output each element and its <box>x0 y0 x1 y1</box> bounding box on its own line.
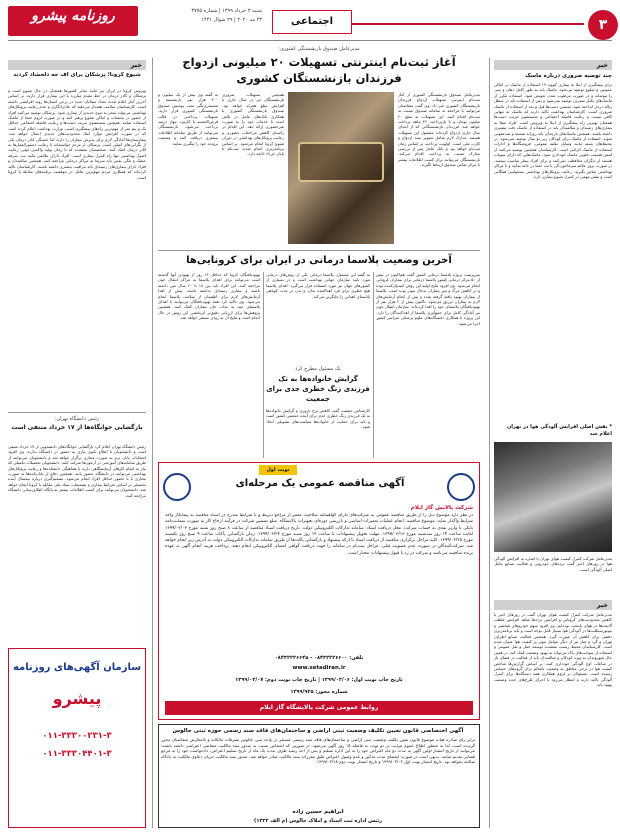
tender-website[interactable]: www.setadiran.ir <box>292 665 346 671</box>
sub-headline: گرایش خانواده‌ها به تک فرزندی زنگ خطری جدی برای جمعیت <box>266 375 370 403</box>
tender-ad <box>158 462 480 720</box>
sub-kicker: یک مسئول مطرح کرد <box>295 366 341 372</box>
right-column-body-3: مدیرعامل شرکت کنترل کیفیت هوای تهران گفت در روزهای اخیر با کاهش محدودیت‌های کرونایی و افزایش ترددها شاهد افزایش غلظت آلاینده‌ها در هوای پایتخت بوده‌ایم. وی افزود سهم خودروهای شخصی و موتورسیکلت‌ها در آلودگی هوا بسیار قابل توجه است و باید برنامه‌ریزی دقیقی برای کاهش آن صورت گیرد. همچنین فعالیت صنایع اطراف تهران و گرد و غبار نیز از دیگر عوامل موثر بر کیفیت هوا عنوان شده است. کارشناسان محیط زیست معتقدند توسعه حمل و نقل عمومی و استفاده از سوخت‌های پاک می‌تواند به بهبود وضعیت کمک کند. در همین حال شهروندان به ویژه کودکان و سالمندان باید از فعالیت در فضای باز در ساعات اوج آلودگی خودداری کنند. بر اساس گزارش‌ها شاخص کیفیت هوا در برخی مناطق به وضعیت ناسالم برای گروه‌های حساس رسیده است. مسئولان بر لزوم همکاری همه دستگاه‌ها برای کنترل آلودگی تاکید دارند و انتظار می‌رود با اجرای طرح‌های جدید وضعیت بهبود یابد. <box>494 612 612 688</box>
issue-line: شنبه ۳ خرداد ۱۳۹۹ | شماره ۴۷۷۵ <box>191 8 262 14</box>
tender-logo-left <box>163 473 191 501</box>
tender-dates: تاریخ چاپ نوبت اول: ۱۳۹۹/۰۳/۰۶ | تاریخ چاپ نوبت دوم: ۱۳۹۹/۰۳/۰۷ <box>235 677 403 683</box>
ads-box-title: سازمان آگهی‌های روزنامه <box>12 662 142 673</box>
tender-footer: روابط عمومی شرکت پالایشگاه گاز ایلام <box>165 701 473 715</box>
left-column-body: ویروس کرونا در ایران نیز مانند سایر کشورها همچنان در حال شیوع است و پزشکان و کادر درمان در خط مقدم مبارزه با این بیماری قرار دارند. بر اساس آخرین آمار اعلام شده، تعداد مبتلایان جدید در برخی استان‌ها روند افزایشی داشته است. کارشناسان سلامت هشدار می‌دهند که عادی‌انگاری و عدم رعایت پروتکل‌های بهداشتی می‌تواند منجر به موج جدیدی از بیماری شود. پزشکان توصیه می‌کنند افراد از حضور در تجمعات و اماکن شلوغ پرهیز کنند و در صورت لزوم حتما از ماسک استفاده نمایند. همچنین شستشوی مرتب دست‌ها و رعایت فاصله اجتماعی حداقل یک و نیم متر از مهم‌ترین راه‌های پیشگیری است. وزارت بهداشت اعلام کرده است که در صورت افزایش موارد ابتلا، محدودیت‌های جدیدی اعمال خواهد شد. بیمارستان‌ها آمادگی لازم برای پذیرش بیماران را دارند اما خستگی کادر درمان یکی از نگرانی‌های اصلی است. پزشکان از مردم خواسته‌اند با رعایت دستورالعمل‌ها به کادر درمان کمک کنند. متخصصان معتقدند که تا زمان تولید واکسن مؤثر، رعایت اصول بهداشتی تنها راه کنترل بیماری است. افراد دارای علائمی مانند تب، سرفه خشک و تنگی نفس باید سریعا به مراکز درمانی مراجعه کنند. همچنین سالمندان و افراد دارای بیماری‌های زمینه‌ای باید مراقبت بیشتری داشته باشند. کارشناسان تاکید کرده‌اند که همکاری مردم مهم‌ترین عامل در موفقیت برنامه‌های مقابله با کرونا است. <box>8 88 146 180</box>
section-title: اجتماعی <box>272 10 352 34</box>
tender-permit: شماره مجوز: ۱۳۹۹/۹۲۵ <box>290 689 348 695</box>
story-col-sep-2 <box>263 272 264 458</box>
sub-body: کارشناس جمعیت گفت کاهش نرخ باروری و گرایش خانواده‌ها به تک فرزندی زنگ خطری جدی برای آینده جمعیتی کشور است و باید برای حمایت از خانواده‌ها سیاست‌های تشویقی اتخاذ شود. <box>266 408 370 430</box>
logo-text: روزنامه پیشرو <box>31 8 115 24</box>
city-photo <box>494 442 612 552</box>
ads-box-brand: پیشرو <box>52 689 102 708</box>
left-column-headline: شیوع کرونا؛ پزشکان برای اف جه دلخشاد کردند <box>13 72 141 78</box>
tender-body: در نظر دارد موضوع ذیل را از طریق مناقصه عمومی به شرکت‌های دارای گواهینامه صلاحیت معتبر از مراجع ذیربط و با شرایط مندرج در اسناد مناقصه به پیمانکار واجد شرایط واگذار نماید. موضوع مناقصه: انجام عملیات تعمیرات اساسی و بازرسی دوره‌ای تجهیزات پالایشگاه. مبلغ تضمین شرکت در فرآیند ارجاع کار به صورت ضمانت‌نامه بانکی یا واریز نقدی به حساب شرکت. محل دریافت اسناد: سامانه تدارکات الکترونیکی دولت. تاریخ دریافت اسناد مناقصه از ساعت ۸ صبح روز شنبه مورخ ۱۳۹۹/۰۳/۰۳ لغایت ساعت ۱۴ روز سه‌شنبه مورخ ۱۳۹۹/۰۳/۱۳. مهلت تحویل پیشنهادات تا ساعت ۱۴ روز شنبه مورخ ۱۳۹۹/۰۳/۲۴. زمان بازگشایی پاکات ساعت ۹ صبح روز یکشنبه مورخ ۱۳۹۹/۰۳/۲۵. کلیه مراحل برگزاری مناقصه از دریافت اسناد تا ارائه پیشنهاد و بازگشایی پاکت‌ها از طریق سامانه تدارکات الکترونیکی دولت به آدرس زیر انجام خواهد شد. شرکت‌کنندگان در صورت عدم عضویت قبلی، مراحل ثبت‌نام در سامانه را جهت دریافت گواهی امضای الکترونیکی انجام دهند. پرداخت هزینه انجام آگهی به عهده برنده مناقصه می‌باشد و شرکت در رد یا قبول پیشنهادات مختار است. <box>165 513 473 556</box>
issue-info <box>142 7 262 25</box>
right-column-caption: * نقش اصلی افزایش آلودگی هوا در تهران اعلام شد <box>506 424 612 437</box>
main-body-3: به گفته وی بیش از یک میلیون و ۴۰۰ هزار نفر بازنشسته و مستمری‌بگیر تحت پوشش صندوق بازنشستگی کشوری قرار دارند. تسهیلات پرداختی در قالب قرض‌الحسنه با کارمزد چهار درصد پرداخت می‌شود. بازنشستگان می‌توانند از طریق سامانه اطلاعات بیشتری دریافت کنند و وضعیت پرونده خود را پیگیری نمایند. <box>158 92 218 146</box>
left-column-body-2: رئیس دانشگاه تهران اعلام کرد بازگشایی خوابگاه‌های دانشجویی از ۱۷ خرداد منتفی است و دانشجویان تا اطلاع ثانوی نیازی به حضور در دانشگاه ندارند. وی افزود امتحانات پایان ترم به صورت مجازی برگزار خواهد شد و دانشجویان می‌توانند از طریق سامانه‌های آموزشی در آزمون‌ها شرکت کنند. دانشجویان تحصیلات تکمیلی که نیاز به انجام کارهای آزمایشگاهی دارند با هماهنگی دانشکده‌ها و رعایت پروتکل‌های بهداشتی می‌توانند در دانشگاه حضور یابند. همچنین دفاع از پایان‌نامه‌ها به صورت مجازی یا با حضور حداقل افراد انجام می‌شود. تصمیم‌گیری درباره نیمسال آینده تحصیلی بر اساس شرایط بیماری و تصمیمات ستاد ملی مقابله با کرونا انجام خواهد شد. دانشجویان می‌توانند برای کسب اطلاعات بیشتر به پایگاه اطلاع‌رسانی دانشگاه مراجعه کنند. <box>8 444 146 498</box>
notice-body: برابر رای صادره هیات موضوع قانون تعیین تکلیف وضعیت ثبتی اراضی و ساختمان‌های فاقد سند رسمی مستقر در واحد ثبتی جالوس تصرفات مالکانه و بلامعارض متقاضیان محرز گردیده است. لذا به منظور اطلاع عموم مراتب در دو نوبت به فاصله ۱۵ روز آگهی می‌شود. در صورتی که اشخاص نسبت به صدور سند مالکیت متقاضی اعتراضی داشته باشند، می‌توانند از تاریخ انتشار اولین آگهی به مدت دو ماه اعتراض خود را به این اداره تسلیم و پس از اخذ رسید ظرف مدت یک ماه از تاریخ تسلیم اعتراض، دادخواست خود را به مرجع قضایی تقدیم نمایند. بدیهی است در صورت انقضای مدت مذکور و عدم وصول اعتراض طبق مقررات سند مالکیت صادر خواهد شد. صدور سند مالکیت جریان دعاوی مالکیت به دادگاه صالحه نخواهد بود. تاریخ انتشار نوبت اول ۱۳۹۹/۰۳/۰۳ و تاریخ انتشار نوبت دوم ۱۳۹۹/۰۳/۱۸. <box>161 737 475 765</box>
right-column-headline: چند توصیه ضروری درباره ماسک <box>525 73 612 79</box>
sub-story-box <box>266 366 370 458</box>
masthead-rule <box>334 23 584 25</box>
second-body-2: به گفته این مسئول، پلاسما درمانی یکی از روش‌های درمانی مورد تایید سازمان جهانی بهداشت است و در بسیاری از کشورهای جهان نیز مورد استفاده قرار می‌گیرد. اهدای پلاسما هیچ خطری برای فرد اهداکننده ندارد و بدن در مدت کوتاهی پلاسمای اهدایی را جایگزین می‌کند. <box>266 272 370 299</box>
header-rule <box>8 40 612 41</box>
tender-logo-right <box>447 473 475 501</box>
main-headline: آغاز ثبت‌نام اینترنتی تسهیلات ۲۰ میلیونی ازدواج فرزندان بازنشستگان کشوری <box>182 55 456 85</box>
notice-signature-role: رئیس اداره ثبت اسناد و املاک جالوس (م الف ۱۳۲۲) <box>254 818 382 824</box>
second-story-rule <box>158 250 480 251</box>
right-column-header: خبر <box>494 60 612 70</box>
right-column-body: برای پیشگیری از ابتلا به بیماری کووید ۱۹ استفاده از ماسک در اماکن عمومی و شلوغ توصیه می‌شود. ماسک باید به طور کامل دهان و بینی را بپوشاند و در صورت مرطوب شدن تعویض شود. استفاده مکرر از ماسک‌های یکبار مصرف توصیه نمی‌شود و پس از استفاده باید در سطل زباله دردار انداخته شود. شستن دست‌ها قبل و بعد از استفاده از ماسک ضروری است. کارشناسان بهداشت تاکید دارند که ماسک به تنهایی کافی نیست و رعایت فاصله اجتماعی و شستشوی مرتب دست‌ها همچنان بهترین راه پیشگیری از ابتلا به ویروس است. افراد مبتلا به بیماری‌های زمینه‌ای و سالمندان باید در استفاده از ماسک دقت بیشتری داشته باشند. همچنین ماسک‌های پارچه‌ای باید روزانه شسته و ضدعفونی شوند. استفاده از ماسک برای کودکان زیر دو سال توصیه نمی‌شود. در محیط‌های بسته مانند وسایل نقلیه عمومی، فروشگاه‌ها و ادارات استفاده از ماسک الزامی است. کارشناسان همچنین توصیه می‌کنند از لمس قسمت جلویی ماسک خودداری شود. ماسک‌هایی که دارای سوپاپ هستند از دیگران محافظت نمی‌کنند و برای افراد بیمار مناسب نیستند. در صورت بروز علائم سرماخوردگی یا تب حتما در خانه بمانید و با مراکز بهداشتی تماس بگیرید. رعایت پروتکل‌های بهداشتی مسئولیتی همگانی است و نقش مهمی در کنترل شیوع بیماری دارد. <box>494 82 612 179</box>
second-headline: آخرین وضعیت پلاسما درمانی در ایران برای کرونایی‌ها <box>186 255 452 266</box>
column-separator <box>489 58 490 828</box>
tender-title: آگهی مناقصه عمومی یک مرحله‌ای <box>235 478 405 489</box>
right-column-body-2: مدیرعامل شرکت کنترل کیفیت هوای تهران با اشاره به افزایش آلودگی هوا در روزهای اخیر گفت ترددهای خودرویی و فعالیت صنایع عامل اصلی آلودگی است. <box>494 556 612 572</box>
sign-board <box>298 142 384 182</box>
tender-badge: نوبت اول <box>259 465 297 475</box>
second-body-1: سرپرست پروژه پلاسما درمانی کشور گفت هم‌اکنون در بیش از ۵۰ مرکز درمانی کشور پلاسما درمانی برای بیماران کرونایی انجام می‌شود. وی افزود نتایج اولیه این روش امیدوارکننده بوده و در کاهش مرگ و میر بیماران بدحال موثر بوده است. پلاسما از بیماران بهبود یافته گرفته شده و پس از انجام آزمایش‌های لازم به بیماران تزریق می‌شود. تاکنون بیش از ۲ هزار نفر از بهبودیافتگان پلاسمای خود را اهدا کرده‌اند. سازمان انتقال خون نیز آمادگی کامل برای جمع‌آوری پلاسما از اهداکنندگان را دارد. این پروژه با همکاری دانشگاه‌های علوم پزشکی سراسر کشور اجرا می‌شود. <box>376 272 480 326</box>
main-kicker: مدیرعامل صندوق بازنشستگی کشوری: <box>278 46 360 52</box>
notice-signature: ابراهیم حسین زاده <box>292 809 344 815</box>
notice-ad <box>158 724 480 828</box>
left-sub-title: رئیس دانشگاه تهران: <box>54 416 100 422</box>
main-story-photo <box>288 92 394 244</box>
left-column-rule <box>8 412 146 413</box>
date-line: ۲۳ مه ۲۰۲۰ | ۲۹ شوال ۱۴۴۱ <box>201 17 262 23</box>
second-body-3: بهبودیافتگان کرونا که حداقل ۱۴ روز از بهبودی آنها گذشته است می‌توانند برای اهدای پلاسما به مراکز انتقال خون مراجعه کنند. این افراد باید بین ۱۸ تا ۶۰ سال سن داشته باشند و بیماری زمینه‌ای نداشته باشند. پیش از اهدا آزمایش‌های لازم برای اطمینان از سلامت پلاسما انجام می‌شود. وی تاکید کرد همه بهبودیافتگان می‌توانند با اهدای پلاسمای خود به نجات جان بیماران کمک کنند. همچنین پژوهش‌ها برای ارزیابی دقیق‌تر اثربخشی این روش در حال انجام است و نتایج آن به زودی منتشر خواهد شد. <box>158 272 260 321</box>
ads-box-phone-1: ۰۱۱-۳۳۳۰۰۲۳۱-۳ <box>42 731 112 741</box>
notice-title: آگهی اختصاصی قانون تعیین تکلیف وضعیت ثبتی اراضی و ساختمان‌های فاقد سند رسمی حوزه ثبتی جالوس <box>172 728 464 734</box>
column-separator-left <box>152 58 153 828</box>
logo-block <box>8 6 138 36</box>
ads-box-phone-2: ۰۱۱-۳۳۳۰۴۴۰۱-۳ <box>42 749 112 759</box>
left-column-header: خبر <box>8 60 146 70</box>
right-bottom-header: خبر <box>494 600 612 610</box>
story-col-sep-1 <box>373 272 374 458</box>
tender-company: شرکت پالایش گاز ایلام <box>410 505 473 511</box>
main-body-2: همچنین تسهیلات ضروری بازنشستگان نیز در سال جاری با افزایش مبلغ همراه خواهد بود. صندوق بازنشستگی کشوری با همکاری بانک‌های عامل در تلاش است تا خدمات خود را به صورت غیرحضوری ارائه دهد. این اقدام در راستای کاهش مراجعات حضوری و رعایت پروتکل‌های بهداشتی در دوران شیوع کرونا انجام می‌شود. بر اساس برنامه‌ریزی انجام شده، ثبت‌نام تا پایان خرداد ادامه دارد. <box>222 92 284 157</box>
page-number-badge: ٣ <box>588 10 618 40</box>
left-sub-headline: بازگشایی خوابگاه‌ها از ۱۷ خرداد منتفی است <box>11 424 143 431</box>
tender-phone: تلفن: ۰۸۴۳۲۲۲۶۶۰۰ - ۰۸۴۳۲۲۲۶۶۴۵ <box>274 655 364 661</box>
ads-box <box>8 648 146 828</box>
main-body-1: مدیرعامل صندوق بازنشستگی کشوری از آغاز ثبت‌نام اینترنتی تسهیلات ازدواج فرزندان بازنشستگان کشوری خبر داد. وی گفت متقاضیان می‌توانند با مراجعه به سامانه صندوق نسبت به ثبت‌نام اقدام کنند. این تسهیلات به مبلغ ۲۰ میلیون تومان و با بازپرداخت ۳۶ ماهه پرداخت خواهد شد. فرزندان بازنشستگانی که از ابتدای سال جاری ازدواج کرده‌اند مشمول این تسهیلات هستند. مدارک لازم شامل تصویر سند ازدواج و کارت ملی است. اولویت پرداخت بر اساس زمان ثبت‌نام خواهد بود و بانک عامل پس از بررسی مدارک نسبت به پرداخت اقدام می‌کند. بازنشستگان می‌توانند برای کسب اطلاعات بیشتر با مرکز تماس صندوق ارتباط بگیرند. <box>398 92 480 168</box>
